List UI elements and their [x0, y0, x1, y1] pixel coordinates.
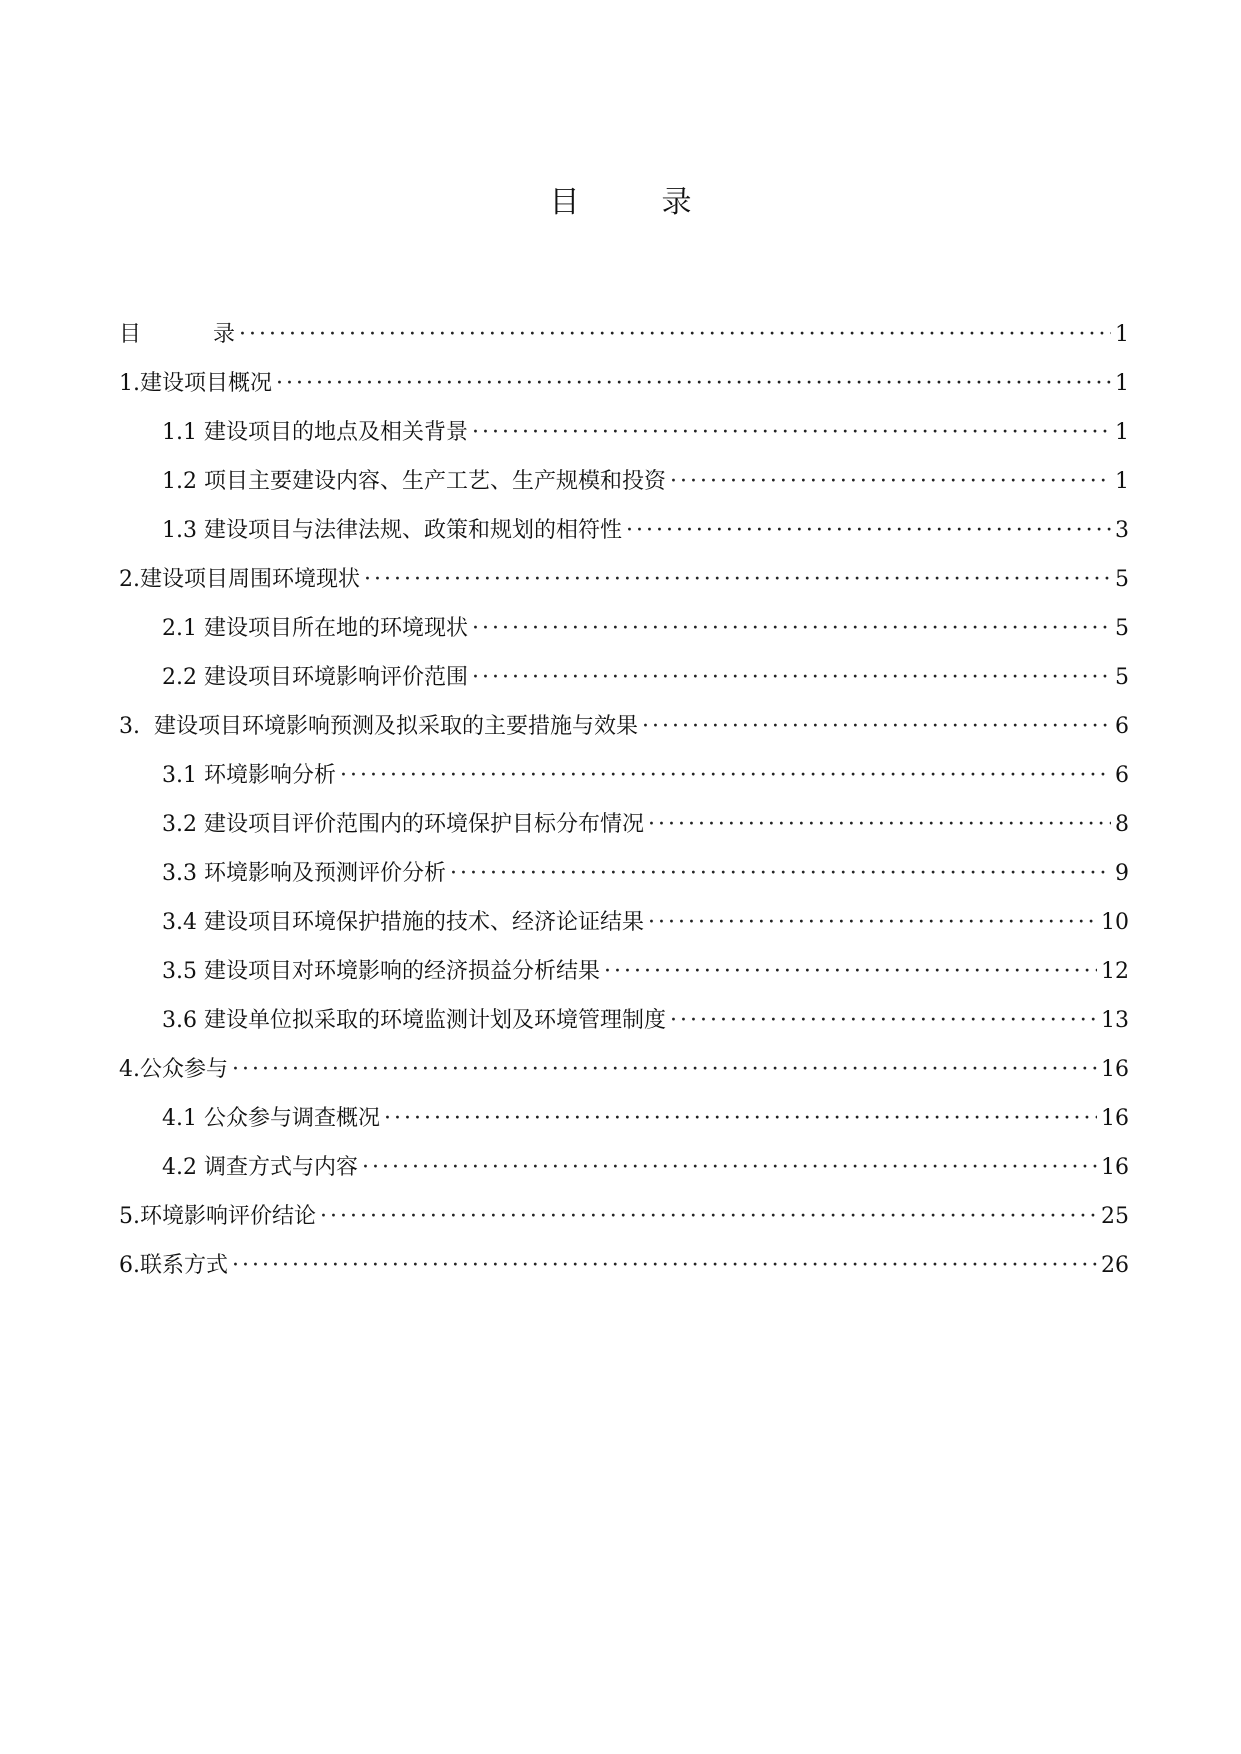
toc-entry-label: 3.1 环境影响分析 — [162, 763, 336, 788]
toc-page-number: 16 — [1101, 1155, 1129, 1180]
toc-entry-4-2[interactable] — [119, 1151, 1129, 1200]
toc-page-number: 5 — [1115, 616, 1129, 641]
toc-entry-1-1[interactable] — [119, 416, 1129, 465]
toc-entry-4[interactable] — [119, 1053, 1129, 1102]
toc-leader-dots — [626, 514, 1111, 548]
toc-leader-dots — [472, 661, 1111, 695]
toc-leader-dots — [362, 1151, 1097, 1185]
toc-page-number: 10 — [1101, 910, 1129, 935]
toc-entry-label: 1.建设项目概况 — [119, 371, 272, 396]
toc-entry-3-4[interactable] — [119, 906, 1129, 955]
toc-leader-dots — [239, 318, 1111, 352]
toc-page-number: 16 — [1101, 1106, 1129, 1131]
page-title-char-2: 录 — [661, 185, 692, 220]
toc-leader-dots — [670, 1004, 1097, 1038]
toc-leader-dots — [604, 955, 1097, 989]
toc-entry-3-5[interactable] — [119, 955, 1129, 1004]
toc-entry-label: 3. 建设项目环境影响预测及拟采取的主要措施与效果 — [119, 714, 638, 739]
toc-entry-2-2[interactable] — [119, 661, 1129, 710]
toc-entry-label: 3.2 建设项目评价范围内的环境保护目标分布情况 — [162, 812, 644, 837]
toc-entry-label: 5.环境影响评价结论 — [119, 1204, 316, 1229]
toc-leader-dots — [340, 759, 1111, 793]
toc-entry-1[interactable] — [119, 367, 1129, 416]
toc-page-number: 1 — [1115, 420, 1129, 445]
toc-entry-6[interactable] — [119, 1249, 1129, 1298]
toc-leader-dots — [276, 367, 1111, 401]
toc-entry-label: 3.4 建设项目环境保护措施的技术、经济论证结果 — [162, 910, 644, 935]
toc-entry-label: 3.3 环境影响及预测评价分析 — [162, 861, 446, 886]
toc-entry-3-3[interactable] — [119, 857, 1129, 906]
toc-entry-label: 2.2 建设项目环境影响评价范围 — [162, 665, 468, 690]
toc-entry-label: 4.1 公众参与调查概况 — [162, 1106, 380, 1131]
page-title — [0, 183, 1241, 223]
toc-page-number: 8 — [1115, 812, 1129, 837]
toc-entry-contents[interactable] — [119, 318, 1129, 367]
toc-entry-label: 6.联系方式 — [119, 1253, 228, 1278]
toc-page-number: 1 — [1115, 371, 1129, 396]
toc-leader-dots — [642, 710, 1111, 744]
toc-entry-label: 1.2 项目主要建设内容、生产工艺、生产规模和投资 — [162, 469, 666, 494]
toc-leader-dots — [472, 416, 1111, 450]
toc-page-number: 5 — [1115, 567, 1129, 592]
toc-entry-label: 4.公众参与 — [119, 1057, 228, 1082]
toc-leader-dots — [648, 808, 1111, 842]
toc-entry-3-2[interactable] — [119, 808, 1129, 857]
toc-page-number: 1 — [1115, 322, 1129, 347]
toc-page-number: 9 — [1115, 861, 1129, 886]
toc-page-number: 16 — [1101, 1057, 1129, 1082]
toc-leader-dots — [320, 1200, 1097, 1234]
toc-leader-dots — [384, 1102, 1097, 1136]
toc-entry-label: 4.2 调查方式与内容 — [162, 1155, 358, 1180]
toc-entry-label: 1.3 建设项目与法律法规、政策和规划的相符性 — [162, 518, 622, 543]
toc-page-number: 6 — [1115, 763, 1129, 788]
table-of-contents — [119, 318, 1129, 1298]
toc-page-number: 3 — [1115, 518, 1129, 543]
toc-leader-dots — [472, 612, 1111, 646]
toc-leader-dots — [670, 465, 1111, 499]
toc-entry-3-6[interactable] — [119, 1004, 1129, 1053]
toc-entry-3-1[interactable] — [119, 759, 1129, 808]
toc-page-number: 5 — [1115, 665, 1129, 690]
toc-leader-dots — [450, 857, 1111, 891]
toc-entry-5[interactable] — [119, 1200, 1129, 1249]
page-title-char-1: 目 — [549, 185, 580, 220]
toc-entry-label: 3.6 建设单位拟采取的环境监测计划及环境管理制度 — [162, 1008, 666, 1033]
toc-page-number: 12 — [1101, 959, 1129, 984]
toc-entry-label: 2.1 建设项目所在地的环境现状 — [162, 616, 468, 641]
toc-page-number: 6 — [1115, 714, 1129, 739]
toc-entry-2-1[interactable] — [119, 612, 1129, 661]
toc-entry-label: 1.1 建设项目的地点及相关背景 — [162, 420, 468, 445]
toc-entry-2[interactable] — [119, 563, 1129, 612]
toc-entry-1-2[interactable] — [119, 465, 1129, 514]
toc-page-number: 26 — [1101, 1253, 1129, 1278]
toc-entry-1-3[interactable] — [119, 514, 1129, 563]
toc-entry-label: 3.5 建设项目对环境影响的经济损益分析结果 — [162, 959, 600, 984]
toc-page-number: 1 — [1115, 469, 1129, 494]
toc-entry-3[interactable] — [119, 710, 1129, 759]
toc-leader-dots — [232, 1249, 1097, 1283]
toc-entry-label: 目 录 — [119, 322, 236, 347]
toc-leader-dots — [364, 563, 1111, 597]
toc-entry-4-1[interactable] — [119, 1102, 1129, 1151]
toc-page-number: 25 — [1101, 1204, 1129, 1229]
toc-leader-dots — [648, 906, 1097, 940]
toc-leader-dots — [232, 1053, 1097, 1087]
toc-page-number: 13 — [1101, 1008, 1129, 1033]
toc-entry-label: 2.建设项目周围环境现状 — [119, 567, 360, 592]
